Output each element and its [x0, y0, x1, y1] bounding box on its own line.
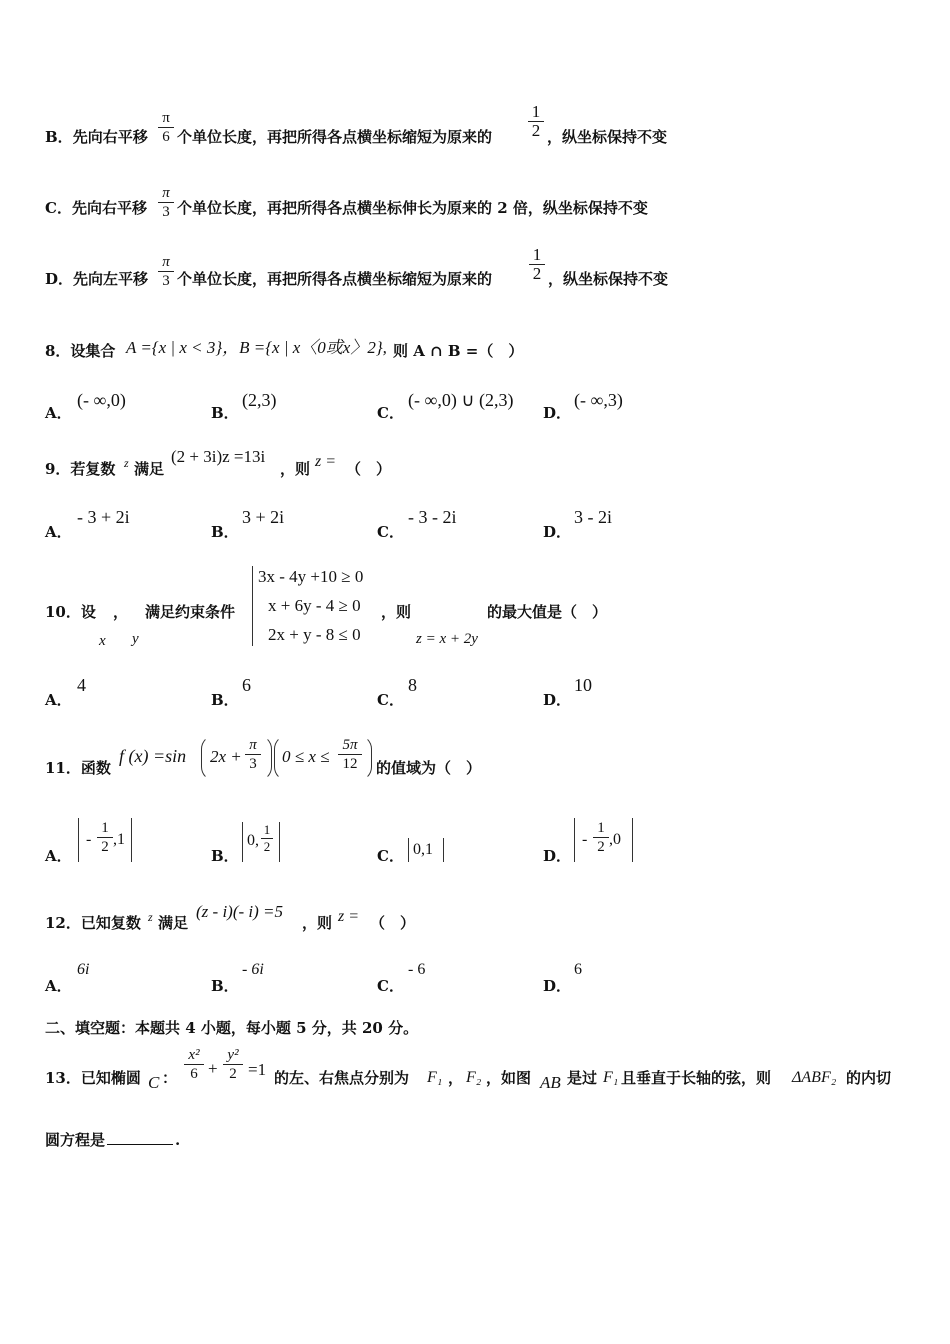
q10-b-value: 6	[242, 675, 251, 695]
q9-d-value: 3 - 2i	[574, 507, 612, 527]
system-brace	[252, 566, 253, 646]
q13-text-6: 圆方程是	[45, 1131, 106, 1149]
q10-c-value: 8	[408, 675, 417, 695]
q12-satisfy: 满足	[158, 914, 189, 932]
q11-a-post: ,1	[113, 831, 125, 848]
q8-c-label: C．	[377, 404, 404, 422]
q13-stem: 13．已知椭圆	[45, 1069, 141, 1087]
q13-ellipse-c: C	[148, 1073, 160, 1092]
q11-stem: 11．函数	[45, 759, 111, 777]
q10-c-label: C．	[377, 691, 404, 709]
q11-c-value: 0,1	[413, 841, 433, 858]
q9-b-label: B．	[211, 523, 239, 541]
q10-then: ，则	[381, 603, 412, 621]
q7-option-d-end	[548, 272, 668, 287]
q9-equation: (2 + 3i)z =13i	[171, 447, 266, 466]
fraction-numerator: π	[162, 254, 170, 270]
q10-tail: 的最大值是（ ）	[487, 603, 608, 621]
q10-comma: ，	[113, 603, 129, 621]
q13-text-2: ，如图	[486, 1069, 532, 1087]
q13-text-5: 的内切	[846, 1069, 892, 1087]
q13-eq1: =1	[248, 1060, 267, 1079]
q12-equation: (z - i)(- i) =5	[196, 902, 284, 921]
section-heading: 二、填空题：本题共 4 小题，每小题 5 分，共 20 分。	[45, 1019, 419, 1037]
fraction-numerator: π	[162, 185, 170, 201]
fraction-numerator: y²	[227, 1047, 239, 1063]
fraction-half	[261, 823, 273, 854]
constraint-3: 2x + y - 8 ≤ 0	[268, 625, 361, 644]
q8-c-value: (- ∞,0) ∪ (2,3)	[408, 390, 514, 410]
q8-a-label: A．	[45, 404, 72, 422]
fraction-denominator: 2	[597, 839, 605, 855]
q10-d-label: D．	[543, 691, 572, 709]
q11-a-pre: -	[86, 831, 92, 848]
q13-sep: ，	[448, 1069, 464, 1087]
q12-paren: （ ）	[370, 914, 416, 932]
fraction-denominator: 2	[531, 121, 541, 140]
fraction-half	[529, 247, 545, 282]
option-text: 先向左平移	[73, 270, 149, 288]
q9-c-label: C．	[377, 523, 404, 541]
option-label: B．	[45, 128, 73, 146]
fraction-pi-6	[158, 110, 174, 145]
q8-d-label: D．	[543, 404, 572, 422]
fraction-5pi-12	[338, 737, 362, 772]
option-text: 个单位长度，再把所得各点横坐标缩短为原来的	[177, 270, 493, 288]
q13-ab: AB	[540, 1073, 561, 1092]
q13-plus: +	[208, 1059, 218, 1078]
question-tail: 则 A ∩ B =（ ）	[393, 342, 524, 360]
q12-stem: 12．已知复数	[45, 914, 141, 932]
q11-arg: 2x +	[210, 747, 242, 766]
q13-f1: F₁	[427, 1069, 443, 1086]
option-text: 先向右平移	[72, 128, 148, 146]
q8-b-label: B．	[211, 404, 239, 422]
fraction-x2-6	[184, 1047, 204, 1082]
fraction-pi-3	[158, 185, 174, 220]
q12-d-label: D．	[543, 977, 572, 995]
q7-option-d	[45, 272, 148, 287]
q12-a-label: A．	[45, 977, 72, 995]
q8-sets: A ={x | x < 3}，B ={x | x〈0或x〉2},	[126, 338, 387, 357]
q10-a-value: 4	[77, 675, 86, 695]
constraint-2: x + 6y - 4 ≥ 0	[268, 596, 361, 615]
q12-d-value: 6	[574, 961, 582, 978]
q13-end: .	[175, 1131, 181, 1149]
fraction-half	[593, 820, 609, 855]
q10-satisfy: 满足约束条件	[145, 603, 236, 621]
q11-b-label: B．	[211, 847, 239, 865]
option-label: C．	[45, 199, 72, 217]
q12-c-value: - 6	[408, 961, 426, 978]
q12-ask: z =	[338, 908, 360, 925]
q13-colon: ：	[162, 1069, 178, 1087]
q9-ask: z =	[315, 453, 337, 470]
constraint-1: 3x - 4y +10 ≥ 0	[258, 567, 364, 586]
fraction-numerator: 5π	[342, 737, 358, 753]
fraction-numerator: 1	[263, 822, 271, 837]
q13-text-3: 是过	[567, 1069, 598, 1087]
q9-a-value: - 3 + 2i	[77, 507, 130, 527]
q7-option-b	[45, 130, 148, 145]
fraction-numerator: π	[249, 737, 257, 753]
q8-tail	[393, 344, 523, 359]
q11-b-pre: 0,	[247, 832, 259, 849]
q8-d-value: (- ∞,3)	[574, 390, 623, 410]
q12-a-value: 6i	[77, 961, 90, 978]
fraction-denominator: 6	[190, 1066, 198, 1082]
fraction-numerator: 1	[597, 820, 605, 836]
option-text: ，纵坐标保持不变	[547, 128, 668, 146]
question-stem: 8．设集合	[45, 342, 116, 360]
fraction-numerator: 1	[532, 245, 542, 264]
q7-option-b-cont	[177, 130, 492, 145]
q9-satisfy: 满足	[134, 460, 165, 478]
q8-b-value: (2,3)	[242, 390, 277, 410]
q7-option-d-cont	[177, 272, 492, 287]
q7-option-c-cont	[177, 201, 648, 216]
q7-option-b-end	[547, 130, 667, 145]
q9-b-value: 3 + 2i	[242, 507, 285, 527]
fraction-half	[97, 820, 113, 855]
option-label: D．	[45, 270, 74, 288]
q12-c-label: C．	[377, 977, 404, 995]
fraction-numerator: 1	[101, 820, 109, 836]
q13-line-2	[45, 1133, 180, 1148]
fraction-denominator: 3	[162, 204, 170, 220]
q10-y: y	[132, 631, 139, 647]
q11-domain: 0 ≤ x ≤	[282, 747, 330, 766]
q12-then: ，则	[302, 914, 333, 932]
q11-d-post: ,0	[609, 831, 621, 848]
q13-text-1: 的左、右焦点分别为	[274, 1069, 410, 1087]
fraction-denominator: 6	[162, 129, 170, 145]
fraction-numerator: 1	[531, 102, 541, 121]
fraction-numerator: x²	[188, 1047, 200, 1063]
q10-d-value: 10	[574, 675, 592, 695]
fraction-pi-3	[158, 254, 174, 289]
q10-a-label: A．	[45, 691, 72, 709]
answer-blank[interactable]	[107, 1144, 173, 1145]
q13-f1b: F₁	[603, 1069, 619, 1086]
option-text: 先向右平移	[71, 199, 147, 217]
q8-a-value: (- ∞,0)	[77, 390, 126, 410]
q9-paren: （ ）	[346, 460, 392, 478]
q11-d-pre: -	[582, 831, 588, 848]
option-text: 个单位长度，再把所得各点横坐标伸长为原来的 2 倍，纵坐标保持不变	[177, 199, 648, 217]
option-text: ，纵坐标保持不变	[548, 270, 669, 288]
fraction-denominator: 12	[342, 756, 358, 772]
q12-b-value: - 6i	[242, 961, 264, 978]
q10-objective: z = x + 2y	[416, 631, 478, 647]
q10-b-label: B．	[211, 691, 239, 709]
q11-d-label: D．	[543, 847, 572, 865]
fraction-pi-3	[245, 737, 261, 772]
fraction-denominator: 2	[229, 1066, 237, 1082]
q11-function: f (x) =sin	[119, 746, 187, 766]
q9-a-label: A．	[45, 523, 72, 541]
q13-f2: F₂	[466, 1069, 482, 1086]
q9-stem: 9．若复数	[45, 460, 116, 478]
fraction-denominator: 2	[101, 839, 109, 855]
q9-z: z	[124, 456, 129, 470]
q11-a-label: A．	[45, 847, 72, 865]
q12-z: z	[148, 910, 153, 924]
q10-stem: 10．设	[45, 603, 96, 621]
q11-c-label: C．	[377, 847, 404, 865]
q9-c-value: - 3 - 2i	[408, 507, 457, 527]
q9-d-label: D．	[543, 523, 572, 541]
fraction-denominator: 3	[249, 756, 257, 772]
q8-stem	[45, 344, 115, 359]
q13-triangle: ΔABF₂	[792, 1069, 837, 1086]
q10-x: x	[99, 633, 106, 649]
option-text: 个单位长度，再把所得各点横坐标缩短为原来的	[177, 128, 493, 146]
fraction-numerator: π	[162, 110, 170, 126]
fraction-denominator: 3	[162, 273, 170, 289]
q12-b-label: B．	[211, 977, 239, 995]
fraction-denominator: 2	[532, 264, 542, 283]
q13-text-4: 且垂直于长轴的弦，则	[621, 1069, 772, 1087]
q7-option-c	[45, 201, 147, 216]
q9-then: ，则	[280, 460, 311, 478]
fraction-y2-2	[223, 1047, 243, 1082]
fraction-denominator: 2	[263, 839, 271, 854]
q11-tail: 的值域为（ ）	[376, 759, 482, 777]
fraction-half	[528, 104, 544, 139]
